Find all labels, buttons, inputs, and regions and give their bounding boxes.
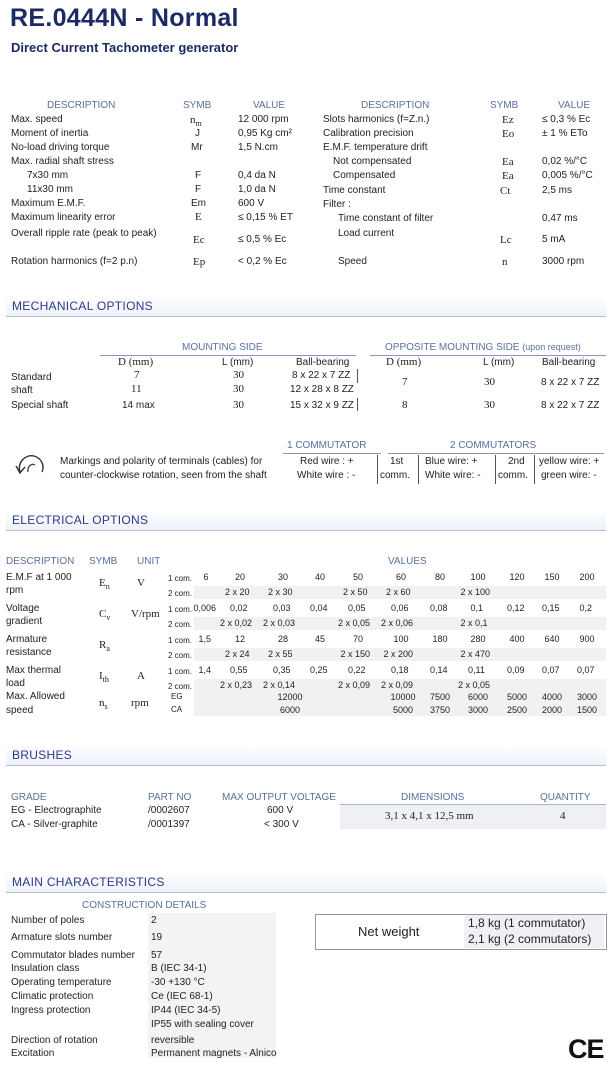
yellow-wire-label: yellow wire: +: [539, 456, 600, 467]
section-brushes: [6, 745, 606, 766]
spec-value: 12 000 rpm: [238, 114, 289, 125]
spec-desc-right: Slots harmonics (f=Z.n.): [323, 114, 430, 125]
elec-row-label-2: load: [6, 678, 25, 689]
max-speed-ca-value: 1500: [577, 705, 598, 715]
section-mechanical-title: MECHANICAL OPTIONS: [12, 299, 153, 313]
elec-row-label: Armature: [6, 634, 48, 645]
elec-value: 50: [353, 572, 364, 582]
markings-text-1: Markings and polarity of terminals (cables) for: [60, 456, 263, 467]
brush-header-grade: GRADE: [11, 792, 47, 803]
spec-value: 57: [151, 950, 163, 961]
spec-header-description-2: DESCRIPTION: [361, 100, 430, 111]
elec-row-unit: A: [137, 670, 145, 682]
spec-symb-right: Ea: [502, 156, 514, 168]
one-commutator-label: 1 COMMUTATOR: [287, 440, 367, 451]
spec-value: B (IEC 34-1): [151, 963, 207, 974]
row-tag-1com: 1 com.: [168, 667, 193, 676]
elec-value-2com: 2 x 24: [225, 649, 250, 659]
markings-text-2: counter-clockwise rotation, seen from the shaft: [60, 470, 267, 481]
max-speed-eg-value: 12000: [277, 692, 303, 702]
opp-std-l: 30: [484, 376, 495, 388]
elec-value: 0,18: [391, 665, 409, 675]
spec-key: Insulation class: [11, 963, 80, 974]
max-speed-ca-value: 3750: [430, 705, 451, 715]
ce-mark: CE: [568, 1034, 604, 1064]
special-shaft-label: Special shaft: [11, 400, 69, 411]
blue-wire-label: Blue wire: +: [425, 456, 478, 467]
col-bb-opp: Ball-bearing: [542, 357, 596, 368]
elec-value-2com: 2 x 50: [343, 587, 368, 597]
elec-value: 0,02: [230, 603, 248, 613]
spec-desc: 7x30 mm: [27, 170, 69, 181]
spec-desc: Maximum E.M.F.: [11, 198, 86, 209]
elec-header-unit: UNIT: [137, 556, 161, 567]
max-speed-ca-value: 3000: [468, 705, 489, 715]
max-speed-eg-value: 7500: [430, 692, 451, 702]
elec-row-label-2: speed: [6, 705, 34, 716]
row-tag-2com: 2 com.: [168, 620, 193, 629]
second-comm-suffix: comm.: [498, 470, 528, 481]
spec-header-description: DESCRIPTION: [47, 100, 116, 111]
spec-value-right: 0,005 %/°C: [542, 170, 593, 181]
spec-symb-right: Ct: [500, 185, 511, 197]
elec-row-unit: V/rpm: [131, 608, 160, 620]
elec-value-2com: 2 x 150: [340, 649, 371, 659]
elec-value: 150: [544, 572, 560, 582]
std2-l: 30: [233, 383, 244, 395]
first-comm-label: 1st: [390, 456, 404, 467]
spec-symb-right: Lc: [500, 234, 512, 246]
elec-value: 20: [235, 572, 246, 582]
elec-value: 70: [353, 634, 364, 644]
second-comm-label: 2nd: [508, 456, 525, 467]
first-comm-suffix: comm.: [380, 470, 410, 481]
opp-spec-d: 8: [402, 399, 408, 411]
spec-symb-right: n: [502, 256, 508, 268]
net-weight-1: 1,8 kg (1 commutator): [468, 916, 586, 930]
spec-value: 19: [151, 932, 163, 943]
elec-value-2com: 2 x 0,14: [263, 680, 296, 690]
spec-d: 14 max: [122, 400, 155, 411]
elec-row-symbol: $I_{th}$: [99, 670, 109, 685]
max-speed-eg-value: 3000: [577, 692, 598, 702]
col-l: L (mm): [222, 357, 254, 368]
ccw-rotation-icon: [14, 450, 48, 478]
elec-value: 0,22: [348, 665, 366, 675]
elec-value: 45: [315, 634, 326, 644]
spec-desc-right: E.M.F. temperature drift: [323, 142, 428, 153]
elec-value-2com: 2 x 0,23: [220, 680, 253, 690]
spec-value: Ce (IEC 68-1): [151, 991, 213, 1002]
brush-header-dimensions: DIMENSIONS: [401, 792, 465, 803]
spec-value: -30 +130 °C: [151, 977, 205, 988]
opp-spec-l: 30: [484, 399, 495, 411]
spec-desc: Max. radial shaft stress: [11, 156, 114, 167]
col-bb: Ball-bearing: [296, 357, 350, 368]
col-l-opp: L (mm): [483, 357, 515, 368]
elec-value-2com: 2 x 0,09: [338, 680, 371, 690]
spec-desc-right: Filter :: [323, 199, 351, 210]
elec-row-unit: V: [137, 577, 145, 589]
elec-value: 1,5: [198, 634, 212, 644]
spec-value-right: 5 mA: [542, 234, 566, 245]
spec-desc-right: Speed: [338, 256, 367, 267]
elec-row-label: Max. Allowed: [6, 691, 65, 702]
opposite-side-text: OPPOSITE MOUNTING SIDE: [385, 342, 520, 353]
elec-value: 280: [470, 634, 486, 644]
std1-l: 30: [233, 369, 244, 381]
construction-header: CONSTRUCTION DETAILS: [82, 900, 207, 911]
elec-value: 12: [235, 634, 246, 644]
spec-value-right: ± 1 % ETo: [542, 128, 588, 139]
red-wire-label: Red wire : +: [300, 456, 354, 467]
brush-part-no: /0002607: [148, 805, 190, 816]
col-d: D (mm): [118, 356, 154, 368]
mounting-side-label: MOUNTING SIDE: [182, 342, 263, 353]
row-tag-1com: 1 com.: [168, 574, 193, 583]
opposite-side-label: [385, 342, 581, 353]
spec-symb: Ec: [193, 234, 205, 246]
std2-bb: 12 x 28 x 8 ZZ: [290, 384, 354, 395]
elec-value: 6: [203, 572, 209, 582]
brush-voltage: < 300 V: [264, 819, 299, 830]
row-tag-2com: 2 com.: [168, 651, 193, 660]
spec-desc-right: Not compensated: [333, 156, 412, 167]
max-speed-eg-value: 10000: [390, 692, 416, 702]
spec-value: IP44 (IEC 34-5): [151, 1005, 221, 1016]
spec-header-value-2: VALUE: [558, 100, 591, 111]
section-electrical: [6, 510, 606, 531]
upon-request-text: (upon request): [522, 342, 581, 352]
brush-part-no: /0001397: [148, 819, 190, 830]
elec-value: 0,08: [430, 603, 448, 613]
elec-row-label: E.M.F at 1 000: [6, 572, 72, 583]
spec-value: 600 V: [238, 198, 265, 209]
elec-value: 0,11: [468, 665, 485, 675]
elec-value: 0,09: [507, 665, 525, 675]
elec-value: 28: [278, 634, 289, 644]
elec-value-2com: 2 x 0,06: [381, 618, 414, 628]
elec-row-symbol: $E_n$: [99, 577, 110, 592]
max-speed-ca-value: 6000: [280, 705, 301, 715]
section-electrical-title: ELECTRICAL OPTIONS: [12, 513, 149, 527]
spec-value: 0,4 da N: [238, 170, 276, 181]
spec-desc: No-load driving torque: [11, 142, 110, 153]
opp-std-bb: 8 x 22 x 7 ZZ: [541, 377, 600, 388]
spec-symb: J: [195, 128, 200, 139]
page-title: RE.0444N - Normal: [10, 4, 239, 32]
spec-header-symb: SYMB: [183, 100, 212, 111]
spec-symb-right: Eo: [502, 128, 515, 140]
elec-value: 0,05: [348, 603, 366, 613]
spec-header-symb-2: SYMB: [490, 100, 519, 111]
spec-value: Permanent magnets - Alnico: [151, 1048, 277, 1059]
spec-value: 1,5 N.cm: [238, 142, 279, 153]
max-speed-eg-value: 6000: [468, 692, 489, 702]
spec-value: < 0,2 % Ec: [238, 256, 287, 267]
elec-row-label: Voltage: [6, 603, 40, 614]
opp-std-d: 7: [402, 376, 408, 388]
page-subtitle: Direct Current Tachometer generator: [11, 40, 239, 55]
elec-value: 0,07: [577, 665, 595, 675]
elec-row-label-2: gradient: [6, 616, 43, 627]
spec-symb: Mr: [191, 142, 203, 153]
elec-value-2com: 2 x 55: [268, 649, 293, 659]
spec-bb: 15 x 32 x 9 ZZ: [290, 400, 354, 411]
elec-value-2com: 2 x 0,05: [338, 618, 371, 628]
elec-value-2com: 2 x 0,05: [458, 680, 491, 690]
section-mechanical: [6, 296, 606, 317]
elec-value: 40: [315, 572, 326, 582]
spec-symb: F: [195, 184, 202, 195]
spec-desc-right: Time constant: [323, 185, 386, 196]
elec-value: 1,4: [198, 665, 212, 675]
spec-value: 0,95 Kg cm²: [238, 128, 292, 139]
elec-value-2com: 2 x 0,09: [381, 680, 414, 690]
elec-value: 900: [579, 634, 595, 644]
spec-desc: Moment of inertia: [11, 128, 89, 139]
spec-key: Ingress protection: [11, 1005, 91, 1016]
spec-symb: $n_m$: [190, 114, 202, 129]
spec-desc: Max. speed: [11, 114, 63, 125]
spec-key: Armature slots number: [11, 932, 113, 943]
spec-desc: Maximum linearity error: [11, 212, 116, 223]
spec-desc: Overall ripple rate (peak to peak): [11, 228, 157, 239]
spec-symb: F: [195, 170, 202, 181]
elec-value-2com: 2 x 200: [383, 649, 414, 659]
spec-desc-right: Time constant of filter: [338, 213, 434, 224]
elec-value: 0,07: [542, 665, 560, 675]
std2-d: 11: [131, 383, 142, 395]
spec-value-right: 3000 rpm: [542, 256, 585, 267]
spec-value: 1,0 da N: [238, 184, 276, 195]
spec-desc: 11x30 mm: [27, 184, 73, 195]
brush-header-part: PART NO: [148, 792, 192, 803]
brush-grade: EG - Electrographite: [11, 805, 102, 816]
row-tag-2com: 2 com.: [168, 682, 193, 691]
elec-value: 0,06: [391, 603, 409, 613]
elec-value-2com: 2 x 470: [460, 649, 491, 659]
spec-value-right: 0,47 ms: [542, 213, 578, 224]
elec-value: 60: [396, 572, 407, 582]
net-weight-label: Net weight: [358, 924, 420, 939]
white-wire-label: White wire : -: [297, 470, 356, 481]
brush-grade: CA - Silver-graphite: [11, 819, 98, 830]
elec-row-label: Max thermal: [6, 665, 62, 676]
spec-symb-right: Ea: [502, 170, 514, 182]
brush-header-quantity: QUANTITY: [540, 792, 591, 803]
elec-value-2com: 2 x 100: [460, 587, 491, 597]
elec-value: 0,1: [470, 603, 484, 613]
elec-header-values: VALUES: [388, 556, 427, 567]
spec-symb: Em: [191, 198, 206, 209]
elec-row-symbol: $R_a$: [99, 639, 110, 654]
elec-value: 400: [509, 634, 525, 644]
elec-value-2com: 2 x 0,02: [220, 618, 253, 628]
elec-value: 0,2: [579, 603, 593, 613]
elec-value: 0,12: [507, 603, 525, 613]
elec-row-label-2: rpm: [6, 585, 24, 596]
elec-value: 0,25: [310, 665, 328, 675]
max-speed-eg-value: 5000: [507, 692, 528, 702]
max-speed-ca-value: 5000: [393, 705, 414, 715]
section-brushes-title: BRUSHES: [12, 748, 73, 762]
spec-value: ≤ 0,15 % ET: [238, 212, 293, 223]
max-speed-eg-value: 4000: [542, 692, 563, 702]
elec-header-symb: SYMB: [89, 556, 118, 567]
spec-symb-right: Ez: [502, 114, 514, 126]
spec-key: Direction of rotation: [11, 1035, 98, 1046]
elec-value: 120: [509, 572, 525, 582]
brush-header-max-output: MAX OUTPUT VOLTAGE: [222, 792, 336, 803]
spec-symb: Ep: [193, 256, 206, 268]
row-tag-ca: CA: [171, 705, 183, 714]
elec-value: 640: [544, 634, 560, 644]
spec-value: ≤ 0,5 % Ec: [238, 234, 287, 245]
two-commutators-label: 2 COMMUTATORS: [450, 440, 537, 451]
elec-value: 180: [432, 634, 448, 644]
std1-d: 7: [134, 369, 140, 381]
spec-value: IP55 with sealing cover: [151, 1019, 254, 1030]
row-tag-1com: 1 com.: [168, 605, 193, 614]
row-tag-1com: 1 com.: [168, 636, 193, 645]
elec-value: 0,55: [230, 665, 248, 675]
elec-row-unit: rpm: [131, 697, 149, 709]
elec-value: 0,14: [430, 665, 448, 675]
max-speed-ca-value: 2000: [542, 705, 563, 715]
elec-value: 30: [278, 572, 289, 582]
row-tag-eg: EG: [171, 692, 183, 701]
spec-value: reversible: [151, 1035, 195, 1046]
elec-value: 100: [470, 572, 486, 582]
spec-value-right: ≤ 0,3 % Ec: [542, 114, 591, 125]
net-weight-2: 2,1 kg (2 commutators): [468, 932, 592, 946]
col-d-opp: D (mm): [386, 356, 422, 368]
elec-value: 0,04: [310, 603, 328, 613]
elec-value: 200: [579, 572, 595, 582]
spec-key: Commutator blades number: [11, 950, 135, 961]
spec-desc: Rotation harmonics (f=2 p.n): [11, 256, 138, 267]
section-main: [6, 872, 606, 893]
spec-header-value: VALUE: [253, 100, 286, 111]
elec-value: 80: [435, 572, 446, 582]
spec-value: 2: [151, 915, 157, 926]
elec-value-2com: 2 x 30: [268, 587, 293, 597]
spec-key: Operating temperature: [11, 977, 112, 988]
standard-shaft-label: Standard shaft: [11, 372, 52, 396]
elec-value-2com: 2 x 0,1: [460, 618, 488, 628]
std1-bb: 8 x 22 x 7 ZZ: [292, 370, 351, 381]
elec-row-symbol: $C_v$: [99, 608, 111, 623]
white-wire-2-label: White wire: -: [425, 470, 481, 481]
elec-row-symbol: $n_s$: [99, 697, 108, 712]
spec-desc-right: Load current: [338, 228, 395, 239]
elec-value-2com: 2 x 20: [225, 587, 250, 597]
elec-value-2com: 2 x 60: [386, 587, 411, 597]
elec-value: 0,03: [273, 603, 291, 613]
elec-row-label-2: resistance: [6, 647, 52, 658]
green-wire-label: green wire: -: [541, 470, 597, 481]
spec-value-right: 0,02 %/°C: [542, 156, 588, 167]
brush-voltage: 600 V: [267, 805, 294, 816]
row-tag-2com: 2 com.: [168, 589, 193, 598]
elec-value: 100: [393, 634, 409, 644]
spec-key: Climatic protection: [11, 991, 94, 1002]
spec-l: 30: [233, 399, 244, 411]
max-speed-ca-value: 2500: [507, 705, 528, 715]
section-main-title: MAIN CHARACTERISTICS: [12, 875, 165, 889]
spec-value-right: 2,5 ms: [542, 185, 573, 196]
elec-value: 0,35: [273, 665, 291, 675]
elec-value: 0,15: [542, 603, 560, 613]
spec-desc-right: Compensated: [333, 170, 396, 181]
elec-value: 0,006: [193, 603, 217, 613]
brush-dimensions: 3,1 x 4,1 x 12,5 mm: [385, 810, 474, 822]
spec-symb: E: [195, 211, 202, 223]
elec-value-2com: 2 x 0,03: [263, 618, 296, 628]
elec-header-description: DESCRIPTION: [6, 556, 75, 567]
brush-quantity: 4: [560, 810, 566, 822]
spec-key: Number of poles: [11, 915, 85, 926]
spec-desc-right: Calibration precision: [323, 128, 414, 139]
opp-spec-bb: 8 x 22 x 7 ZZ: [541, 400, 600, 411]
spec-key: Excitation: [11, 1048, 55, 1059]
